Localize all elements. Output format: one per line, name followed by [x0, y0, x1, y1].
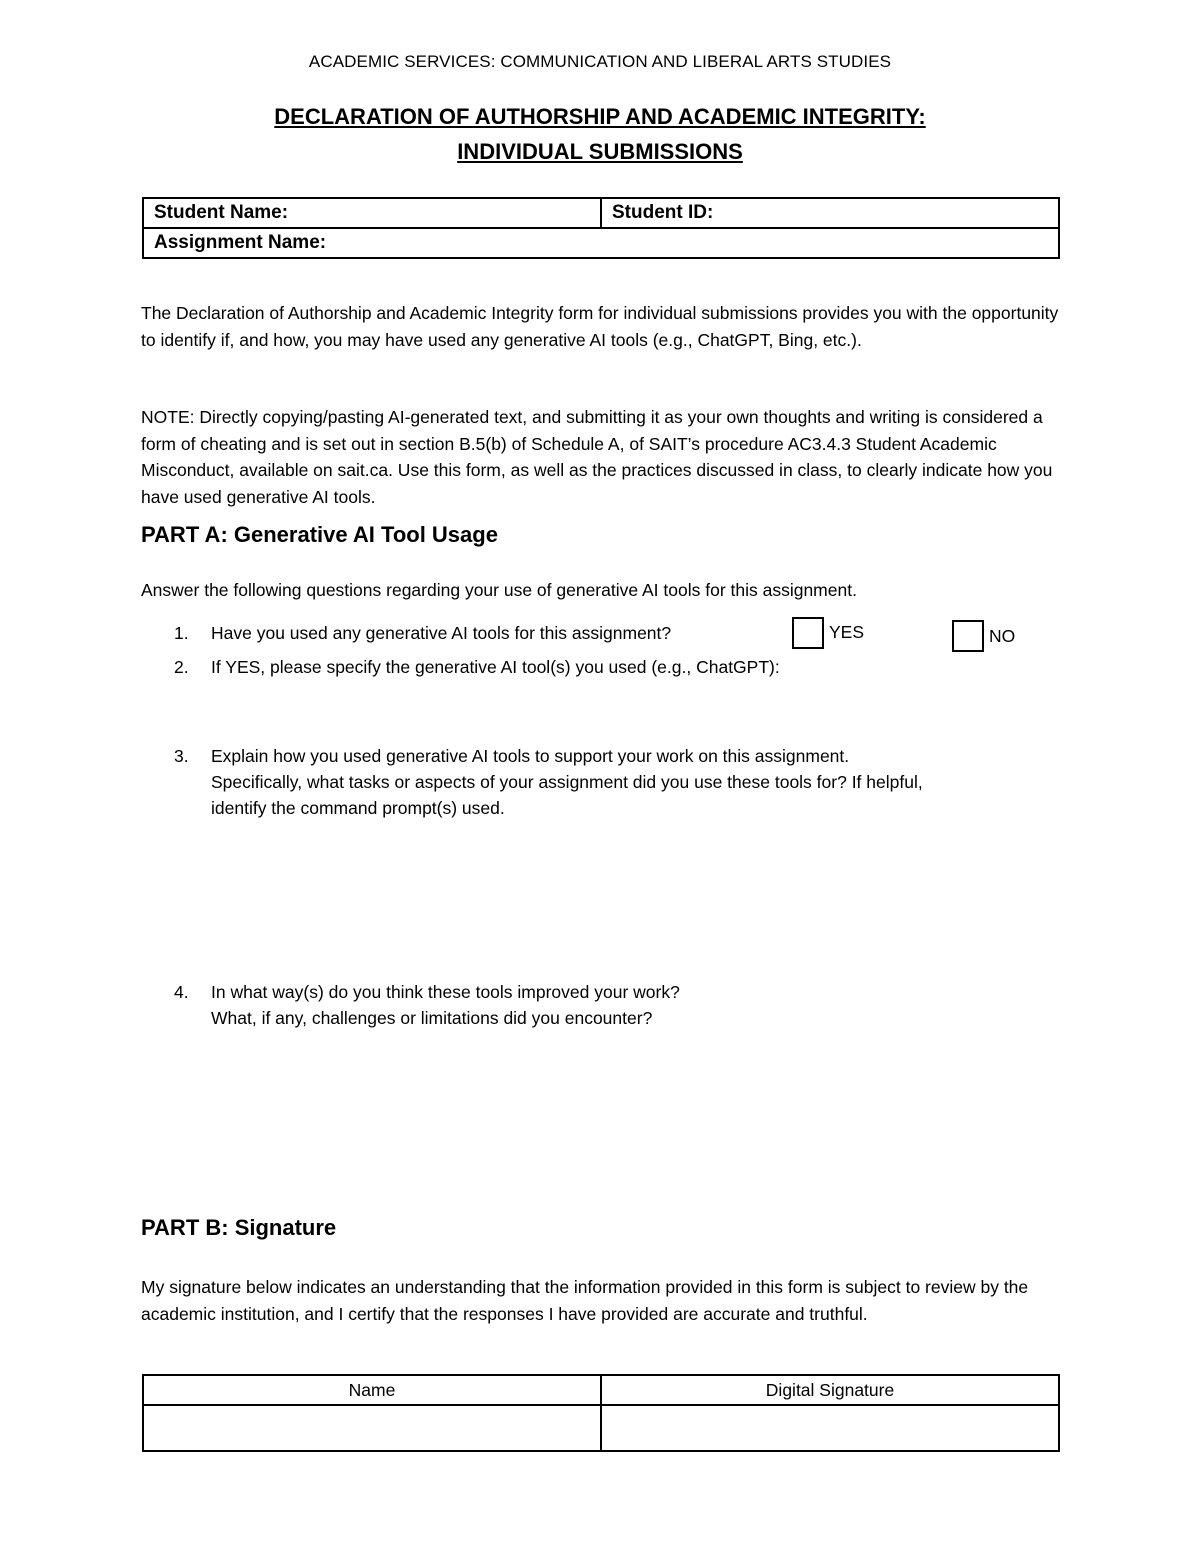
question-text-line: In what way(s) do you think these tools improved your work?	[211, 982, 680, 1002]
student-name-field[interactable]	[143, 198, 601, 228]
question-text: Have you used any generative AI tools for this assignment?	[211, 623, 672, 643]
signature-table	[142, 1374, 1060, 1452]
assignment-name-label: Assignment Name:	[154, 232, 327, 253]
part-a-instruction: Answer the following questions regarding your use of generative AI tools for this assignment.	[141, 580, 857, 600]
signature-column-header: Digital Signature	[601, 1375, 1059, 1405]
note-paragraph: NOTE: Directly copying/pasting AI-generated text, and submitting it as your own thoughts and writing is considered a form of cheating and is set out in section B.5(b) of Schedule A, of SAIT’s procedure AC3.4.3 Student Academic Misconduct, available on sait.ca. Use this form, as well as the practices discussed in class, to clearly indicate how you have used generative AI tools.	[141, 407, 1053, 507]
no-checkbox[interactable]	[952, 620, 984, 652]
student-info-table	[142, 197, 1060, 259]
signature-statement: My signature below indicates an understanding that the information provided in this form is subject to review by the academic institution, and I certify that the responses I have provided are accurate and truthful.	[141, 1277, 1029, 1324]
question-text	[211, 743, 1051, 821]
yes-checkbox[interactable]	[792, 617, 824, 649]
question-text	[211, 979, 1051, 1031]
question-number: 1.	[174, 623, 189, 643]
yes-label: YES	[829, 622, 865, 642]
question-text-line: identify the command prompt(s) used.	[211, 798, 505, 818]
form-title-line2: INDIVIDUAL SUBMISSIONS	[457, 139, 743, 164]
student-name-label: Student Name:	[154, 202, 289, 223]
question-number: 3.	[174, 746, 189, 766]
form-title-line1: DECLARATION OF AUTHORSHIP AND ACADEMIC INTEGRITY:	[274, 104, 926, 129]
question-text-line: What, if any, challenges or limitations did you encounter?	[211, 1008, 653, 1028]
question-number: 4.	[174, 982, 189, 1002]
name-field[interactable]	[143, 1405, 601, 1451]
part-b-heading: PART B: Signature	[141, 1215, 337, 1240]
name-column-header: Name	[143, 1375, 601, 1405]
part-a-heading: PART A: Generative AI Tool Usage	[141, 522, 498, 547]
question-text-line: Explain how you used generative AI tools to support your work on this assignment.	[211, 746, 850, 766]
question-number: 2.	[174, 657, 189, 677]
question-text-line: Specifically, what tasks or aspects of your assignment did you use these tools for? If helpful,	[211, 772, 923, 792]
department-header: ACADEMIC SERVICES: COMMUNICATION AND LIBERAL ARTS STUDIES	[308, 52, 892, 71]
student-id-field[interactable]	[601, 198, 1059, 228]
no-label: NO	[989, 626, 1016, 646]
student-id-label: Student ID:	[612, 202, 714, 223]
question-text: If YES, please specify the generative AI tool(s) you used (e.g., ChatGPT):	[211, 657, 780, 677]
assignment-name-field[interactable]	[143, 228, 1059, 258]
intro-paragraph: The Declaration of Authorship and Academic Integrity form for individual submissions provides you with the opportunity to identify if, and how, you may have used any generative AI tools (e.g., ChatGPT, Bing, etc.).	[141, 303, 1059, 350]
digital-signature-field[interactable]	[601, 1405, 1059, 1451]
